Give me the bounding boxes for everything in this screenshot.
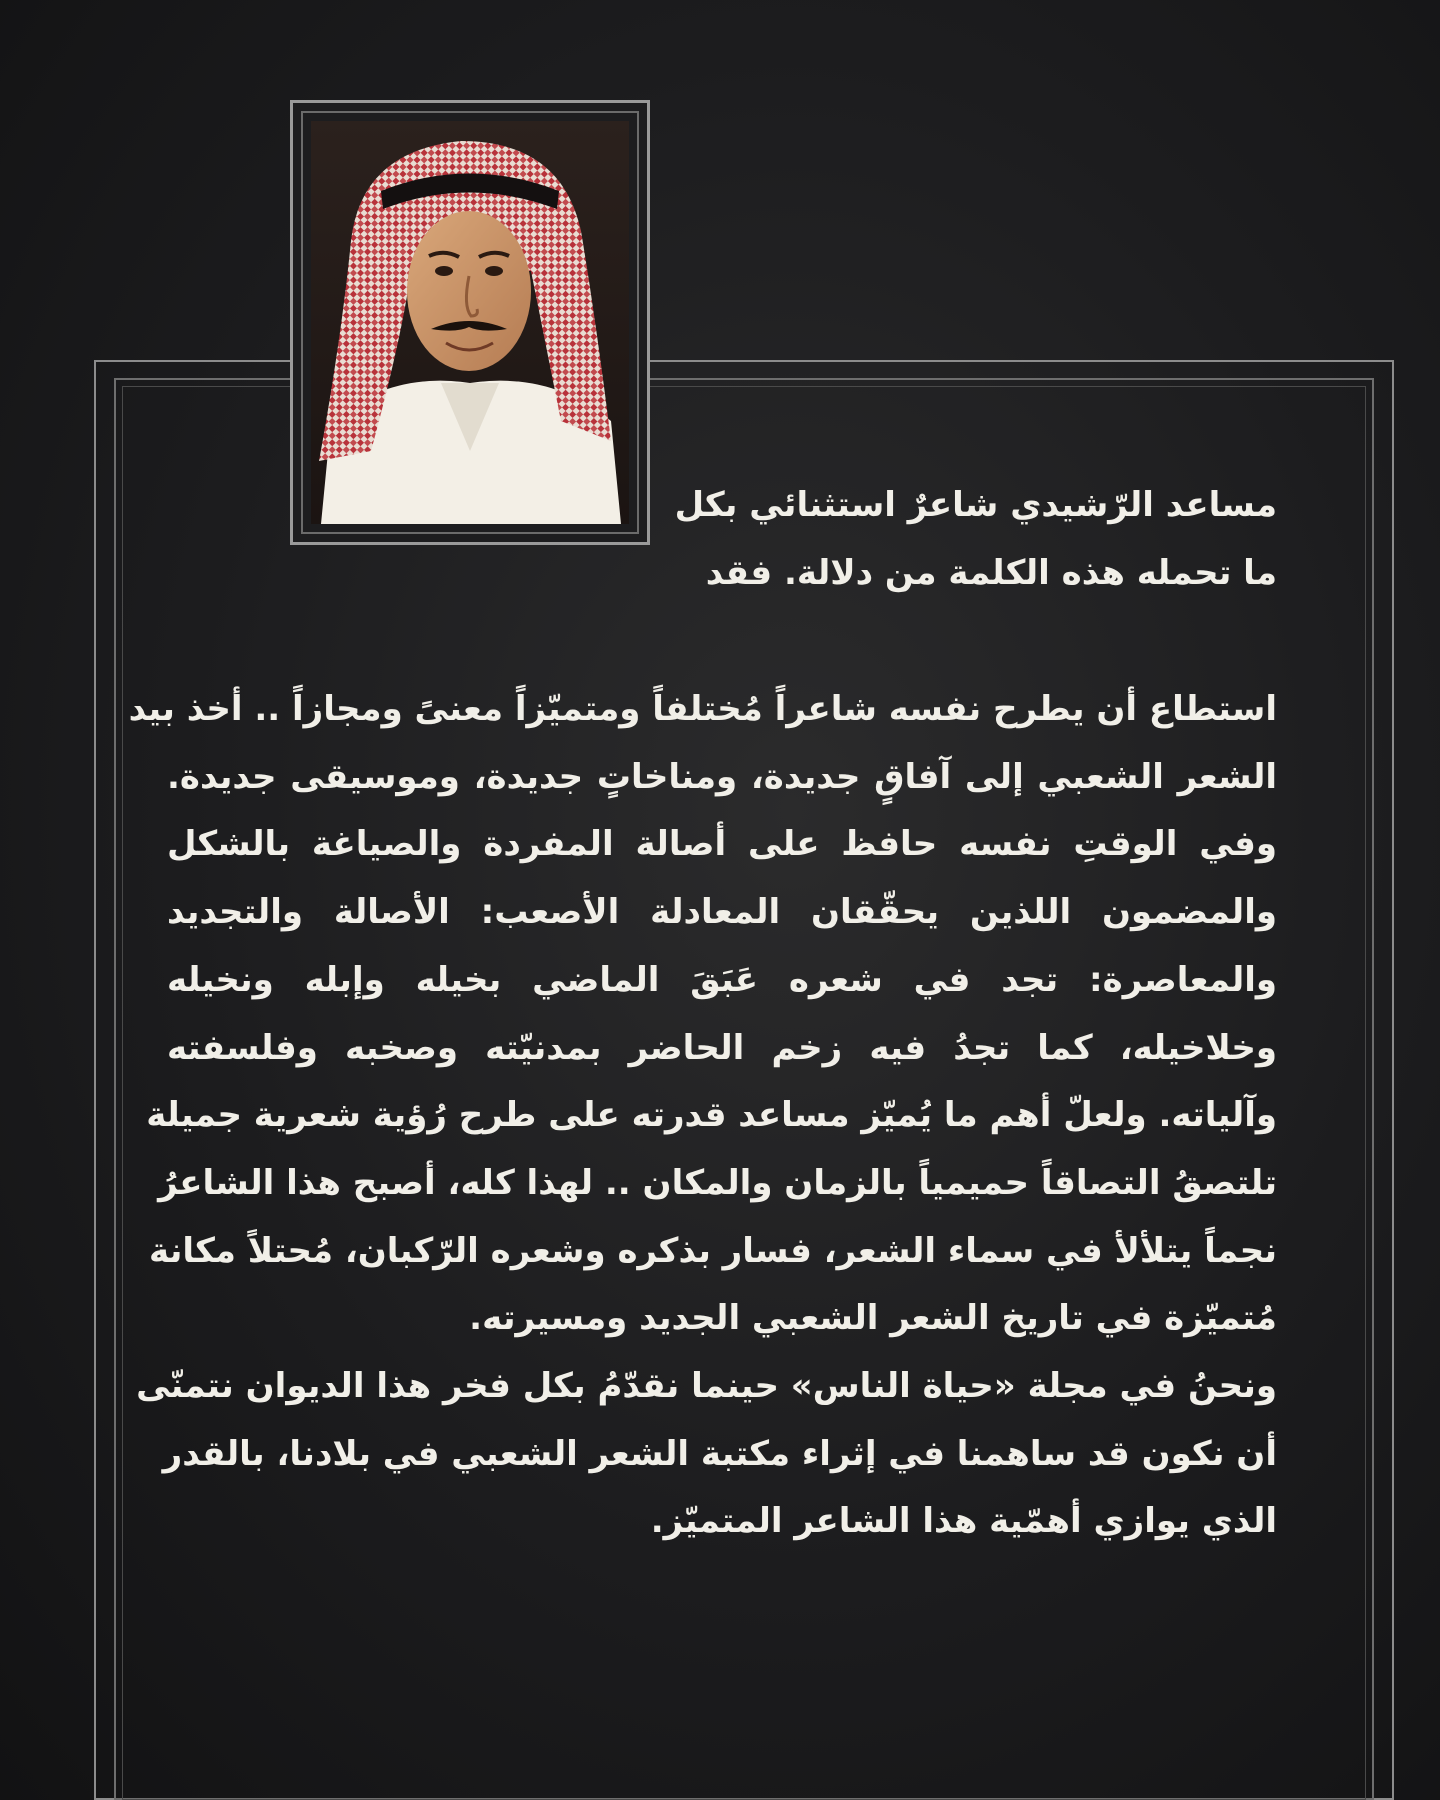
text-line: والمضمون اللذين يحقّقان المعادلة الأصعب: الأصالة والتجديد [167, 892, 1277, 933]
text-line: وآلياته. ولعلّ أهم ما يُميّز مساعد قدرته على طرح رُؤية شعرية جميلة [146, 1095, 1277, 1136]
text-line: الشعر الشعبي إلى آفاقٍ جديدة، ومناخاتٍ جديدة، وموسيقى جديدة. [167, 756, 1277, 797]
text-line: مساعد الرّشيدي شاعرٌ استثنائي بكل [674, 485, 1277, 525]
text-line: استطاع أن يطرح نفسه شاعراً مُختلفاً ومتميّزاً معنىً ومجازاً .. أخذ بيد [128, 689, 1277, 729]
body-text [128, 676, 1277, 1556]
intro-text-beside-photo [674, 472, 1277, 607]
text-line: نجماً يتلألأ في سماء الشعر، فسار بذكره وشعره الرّكبان، مُحتلاً مكانة [148, 1230, 1277, 1271]
text-line: ونحنُ في مجلة «حياة الناس» حينما نقدّمُ بكل فخر هذا الديوان نتمنّى [136, 1366, 1277, 1407]
text-line: مُتميّزة في تاريخ الشعر الشعبي الجديد ومسيرته. [469, 1298, 1277, 1339]
text-line: وخلاخيله، كما تجدُ فيه زخم الحاضر بمدنيّته وصخبه وفلسفته [167, 1027, 1277, 1068]
text-line: أن نكون قد ساهمنا في إثراء مكتبة الشعر الشعبي في بلادنا، بالقدر [162, 1433, 1277, 1474]
text-line: ما تحمله هذه الكلمة من دلالة. فقد [705, 552, 1277, 593]
portrait-frame [290, 100, 650, 545]
text-line: والمعاصرة: تجد في شعره عَبَقَ الماضي بخيله وإبله ونخيله [167, 959, 1277, 1000]
text-line: الذي يوازي أهمّية هذا الشاعر المتميّز. [650, 1501, 1277, 1542]
portrait-illustration [311, 121, 629, 524]
poet-portrait-photo [311, 121, 629, 524]
text-line: تلتصقُ التصاقاً حميمياً بالزمان والمكان .. لهذا كله، أصبح هذا الشاعرُ [158, 1162, 1277, 1203]
text-line: وفي الوقتِ نفسه حافظ على أصالة المفردة والصياغة بالشكل [167, 824, 1277, 865]
